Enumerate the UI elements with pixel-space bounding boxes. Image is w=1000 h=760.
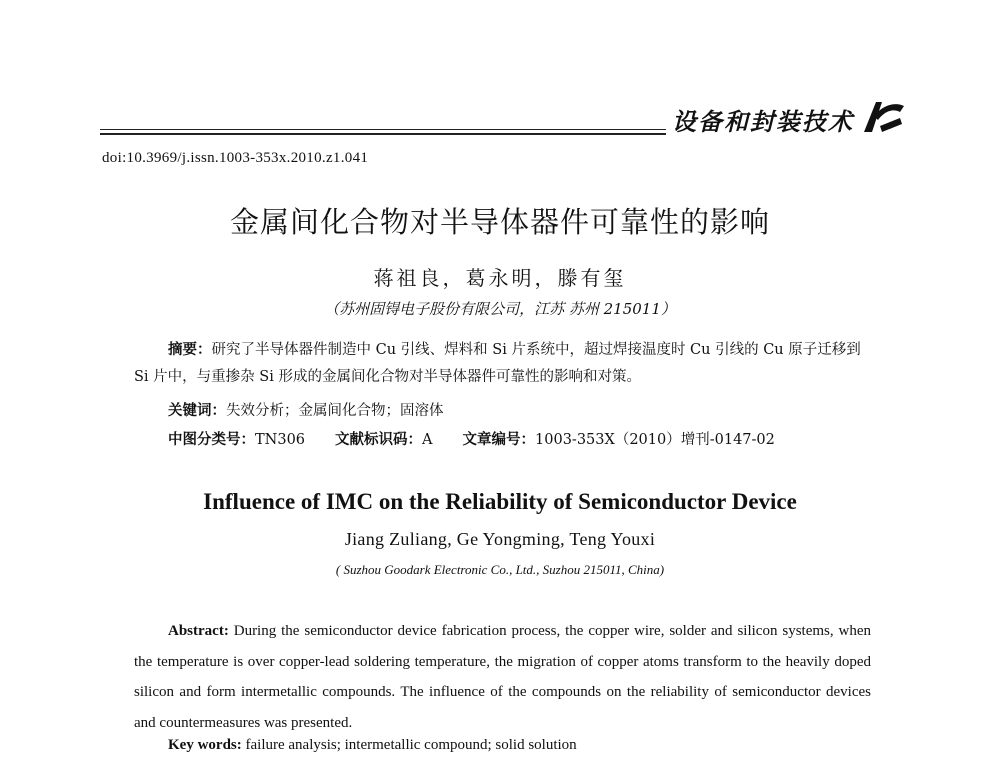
abstract-english xyxy=(134,616,871,738)
header-rule-thin xyxy=(100,129,666,130)
abstract-label-english: Abstract: xyxy=(168,623,229,639)
abstract-chinese xyxy=(134,337,874,391)
keywords-label-english: Key words: xyxy=(168,737,242,753)
title-chinese: 金属间化合物对半导体器件可靠性的影响 xyxy=(229,205,770,239)
keywords-english xyxy=(168,737,577,754)
clc-label: 中图分类号： xyxy=(168,432,255,448)
keywords-text-english: failure analysis; intermetallic compound; solid solution xyxy=(245,737,577,753)
doc-code-label: 文献标识码： xyxy=(335,432,423,448)
keywords-text-chinese: 失效分析；金属间化合物；固溶体 xyxy=(226,403,444,419)
affiliation-english: ( Suzhou Goodark Electronic Co., Ltd., Suzhou 215011, China) xyxy=(335,562,665,577)
classification-line xyxy=(168,428,888,449)
authors-english: Jiang Zuliang, Ge Yongming, Teng Youxi xyxy=(344,529,656,549)
keywords-chinese xyxy=(168,399,444,420)
article-no-label: 文章编号： xyxy=(462,432,536,448)
header-rule-thick xyxy=(100,133,666,135)
clc-value: TN306 xyxy=(255,432,306,448)
journal-section-title: 设备和封装技术 xyxy=(672,107,854,136)
affiliation-chinese: （苏州固锝电子股份有限公司，江苏 苏州 215011） xyxy=(324,300,676,318)
journal-logo-icon xyxy=(860,96,906,136)
doi-text: doi:10.3969/j.issn.1003-353x.2010.z1.041 xyxy=(102,150,369,166)
abstract-text-english: During the semiconductor device fabrication process, the copper wire, solder and silicon systems, when the temperature is over copper-lead soldering temperature, the migration of copper atoms transform to the heavily doped silicon and form intermetallic compounds. The influence of the compounds on the reliability of semiconductor devices and countermeasures was presented. xyxy=(134,623,871,731)
keywords-label-chinese: 关键词： xyxy=(168,403,226,419)
abstract-text-chinese: 研究了半导体器件制造中 Cu 引线、焊料和 Si 片系统中，超过焊接温度时 Cu 引线的 Cu 原子迁移到 Si 片中，与重掺杂 Si 形成的金属间化合物对半导体器件可靠性的影响和对策。 xyxy=(134,342,861,385)
title-english: Influence of IMC on the Reliability of Semiconductor Device xyxy=(203,489,797,514)
authors-chinese: 蒋祖良，葛永明，滕有玺 xyxy=(373,266,627,290)
doc-code-value: A xyxy=(422,432,433,448)
article-no-value: 1003-353X（2010）增刊-0147-02 xyxy=(535,432,775,448)
abstract-label-chinese: 摘要： xyxy=(168,342,212,358)
